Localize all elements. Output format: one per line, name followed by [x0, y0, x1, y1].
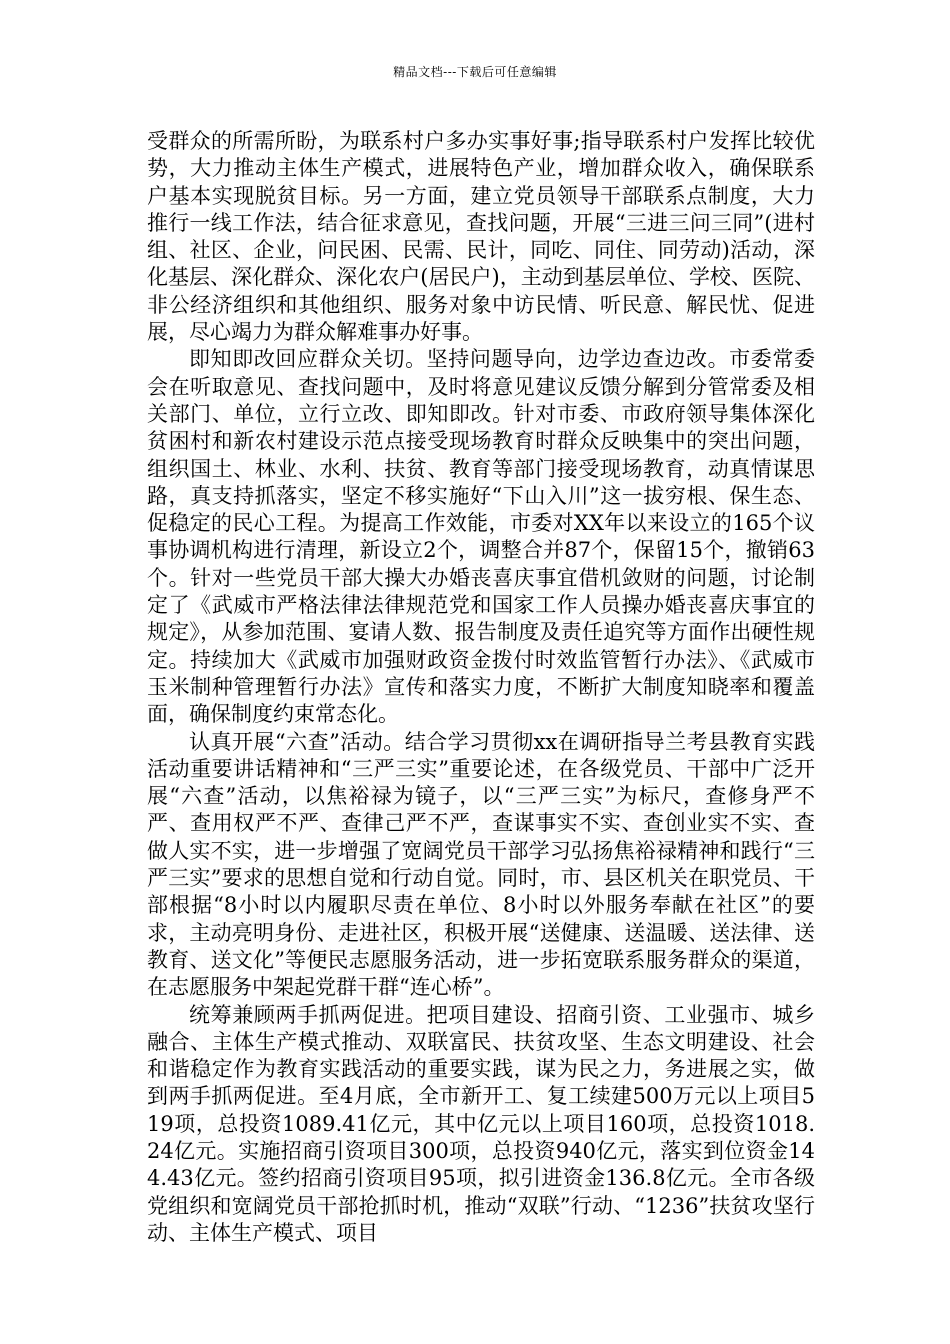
paragraph-continuation: 受群众的所需所盼，为联系村户多办实事好事;指导联系村户发挥比较优势，大力推动主体生产模式，进展特色产业，增加群众收入，确保联系户基本实现脱贫目标。另一方面，建立党员领导干部联系点制度，大力推行一线工作法，结合征求意见，查找问题，开展“三进三问三同”(进村组、社区、企业，问民困、民需、民计，同吃、同住、同劳动)活动，深化基层、深化群众、深化农户(居民户)，主动到基层单位、学校、医院、非公经济组织和其他组织、服务对象中访民情、听民意、解民忧、促进展，尽心竭力为群众解难事办好事。 [147, 129, 815, 345]
page-header: 精品文档---下载后可任意编辑 [393, 65, 557, 79]
paragraph-immediate-rectification: 即知即改回应群众关切。坚持问题导向，边学边查边改。市委常委会在听取意见、查找问题中，及时将意见建议反馈分解到分管常委及相关部门、单位，立行立改、即知即改。针对市委、市政府领导集体深化贫困村和新农村建设示范点接受现场教育时群众反映集中的突出问题，组织国土、林业、水利、扶贫、教育等部门接受现场教育，动真情谋思路，真支持抓落实，坚定不移实施好“下山入川”这一拔穷根、保生态、促稳定的民心工程。为提高工作效能，市委对XX年以来设立的165个议事协调机构进行清理，新设立2个，调整合并87个，保留15个，撤销63个。针对一些党员干部大操大办婚丧喜庆事宜借机敛财的问题，讨论制定了《武威市严格法律法律规范党和国家工作人员操办婚丧喜庆事宜的规定》，从参加范围、宴请人数、报告制度及责任追究等方面作出硬性规定。持续加大《武威市加强财政资金拨付时效监管暂行办法》、《武威市玉米制种管理暂行办法》宣传和落实力度，不断扩大制度知晓率和覆盖面，确保制度约束常态化。 [147, 347, 815, 727]
document-body [147, 128, 815, 1247]
paragraph-two-hands: 统筹兼顾两手抓两促进。把项目建设、招商引资、工业强市、城乡融合、主体生产模式推动、双联富民、扶贫攻坚、生态文明建设、社会和谐稳定作为教育实践活动的重要实践，谋为民之力，务进展之实，做到两手抓两促进。至4月底，全市新开工、复工续建500万元以上项目519项，总投资1089.41亿元，其中亿元以上项目160项，总投资1018.24亿元。实施招商引资项目300项，总投资940亿元，落实到位资金144.43亿元。签约招商引资项目95项，拟引进资金136.8亿元。全市各级党组织和宽阔党员干部抢抓时机，推动“双联”行动、“1236”扶贫攻坚行动、主体生产模式、项目 [147, 1002, 815, 1245]
paragraph-six-checks: 认真开展“六查”活动。结合学习贯彻xx在调研指导兰考县教育实践活动重要讲话精神和“三严三实”重要论述，在各级党员、干部中广泛开展“六查”活动，以焦裕禄为镜子，以“三严三实”为标尺，查修身严不严、查用权严不严、查律己严不严，查谋事实不实、查创业实不实、查做人实不实，进一步增强了宽阔党员干部学习弘扬焦裕禄精神和践行“三严三实”要求的思想自觉和行动自觉。同时，市、县区机关在职党员、干部根据“8小时以内履职尽责在单位、8小时以外服务奉献在社区”的要求，主动亮明身份、走进社区，积极开展“送健康、送温暖、送法律、送教育、送文化”等便民志愿服务活动，进一步拓宽联系服务群众的渠道，在志愿服务中架起党群干群“连心桥”。 [147, 729, 815, 1000]
